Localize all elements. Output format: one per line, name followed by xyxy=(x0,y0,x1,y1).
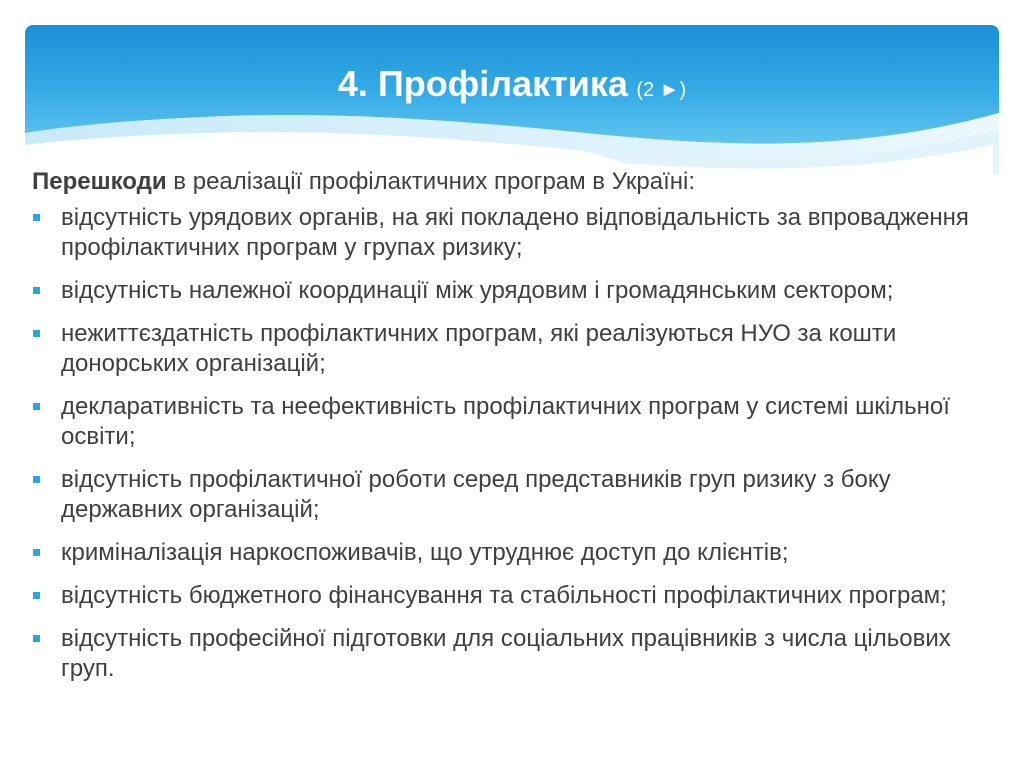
list-item xyxy=(32,624,1007,684)
slide-title-main: 4. Профілактика xyxy=(337,63,628,104)
intro-text: в реалізації профілактичних програм в Україні: xyxy=(166,168,696,195)
square-bullet-icon xyxy=(33,549,40,556)
intro-paragraph xyxy=(32,167,1007,197)
list-item xyxy=(32,319,1007,379)
square-bullet-icon xyxy=(33,592,40,599)
list-item-text: відсутність бюджетного фінансування та стабільності профілактичних програм; xyxy=(61,582,947,609)
square-bullet-icon xyxy=(33,635,40,642)
square-bullet-icon xyxy=(33,476,40,483)
list-item-text: криміналізація наркоспоживачів, що утруднює доступ до клієнтів; xyxy=(61,539,789,566)
list-item-text: відсутність належної координації між урядовим і громадянським сектором; xyxy=(61,277,894,304)
list-item xyxy=(32,203,1007,263)
obstacles-list xyxy=(32,203,1007,684)
square-bullet-icon xyxy=(33,214,40,221)
list-item-text: декларативність та неефективність профілактичних програм у системі шкільної освіти; xyxy=(61,393,950,450)
list-item-text: відсутність професійної підготовки для соціальних працівників з числа цільових груп. xyxy=(61,625,951,682)
slide-header-banner xyxy=(25,25,999,175)
slide-title-page-indicator: (2 ►) xyxy=(636,79,687,101)
list-item xyxy=(32,538,1007,568)
list-item xyxy=(32,392,1007,452)
list-item-text: відсутність профілактичної роботи серед представників груп ризику з боку державних організацій; xyxy=(61,466,891,523)
square-bullet-icon xyxy=(33,287,40,294)
slide-body xyxy=(32,167,1007,697)
list-item xyxy=(32,465,1007,525)
list-item-text: нежиттєздатність профілактичних програм, які реалізуються НУО за кошти донорських організацій; xyxy=(61,320,897,377)
square-bullet-icon xyxy=(33,403,40,410)
list-item xyxy=(32,581,1007,611)
intro-bold-term: Перешкоди xyxy=(32,168,167,195)
list-item-text: відсутність урядових органів, на які покладено відповідальність за впровадження профілактичних програм у групах ризику; xyxy=(61,204,969,261)
square-bullet-icon xyxy=(33,330,40,337)
slide-title xyxy=(25,63,999,105)
list-item xyxy=(32,276,1007,306)
